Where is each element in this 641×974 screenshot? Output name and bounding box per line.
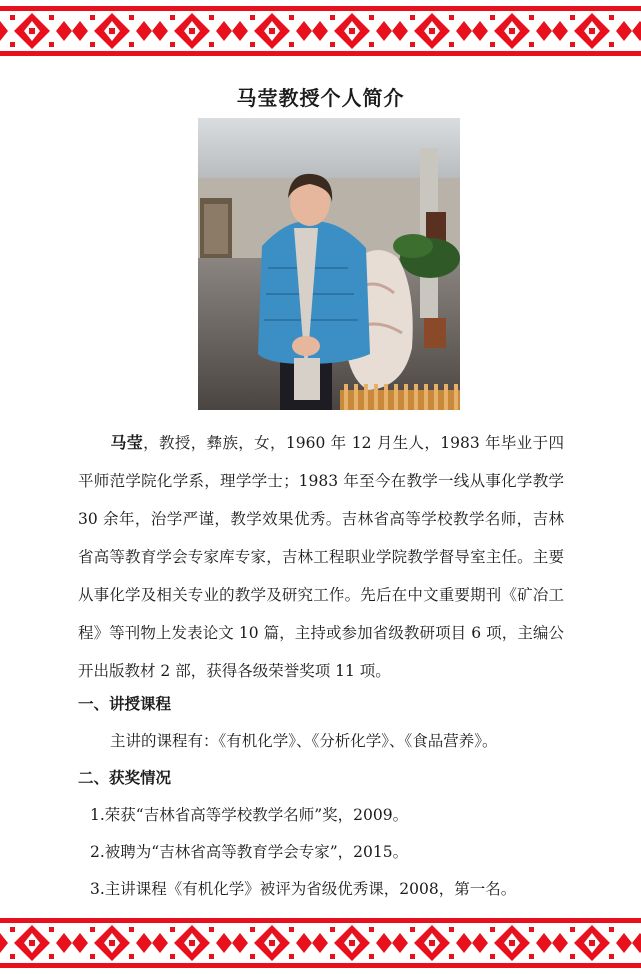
section-heading-awards: 二、获奖情况 bbox=[78, 769, 172, 787]
page-title: 马莹教授个人简介 bbox=[236, 86, 405, 110]
award-item: 1.荣获“吉林省高等学校教学名师”奖，2009。 bbox=[90, 806, 409, 824]
bio-name: 马莹 bbox=[110, 433, 144, 452]
courses-line: 主讲的课程有：《有机化学》、《分析化学》、《食品营养》。 bbox=[110, 732, 498, 750]
portrait-photo bbox=[198, 118, 460, 410]
award-item: 3.主讲课程《有机化学》被评为省级优秀课，2008，第一名。 bbox=[90, 880, 517, 898]
award-item: 2.被聘为“吉林省高等教育学会专家”，2015。 bbox=[90, 843, 409, 861]
section-heading-courses: 一、讲授课程 bbox=[78, 695, 172, 713]
top-decorative-border bbox=[0, 6, 641, 56]
bottom-decorative-border bbox=[0, 918, 641, 968]
bio-text: ，教授，彝族，女，1960 年 12 月生人，1983 年毕业于四平师范学院化学系，理学学士；1983 年至今在教学一线从事化学教学 30 余年，治学严谨，教学效果优秀。吉林省高等学校教学名师，吉林省高等教育学会专家库专家，吉林工程职业学院教学督导室主任。主要从事化学及相关专业的教学及研究工作。先后在中文重要期刊《矿冶工程》等刊物上发表论文 10 篇，主持或参加省级教研项目 6 项，主编公开出版教材 2 部，获得各级荣誉奖项 11 项。 bbox=[78, 434, 564, 680]
bio-paragraph bbox=[78, 424, 564, 690]
